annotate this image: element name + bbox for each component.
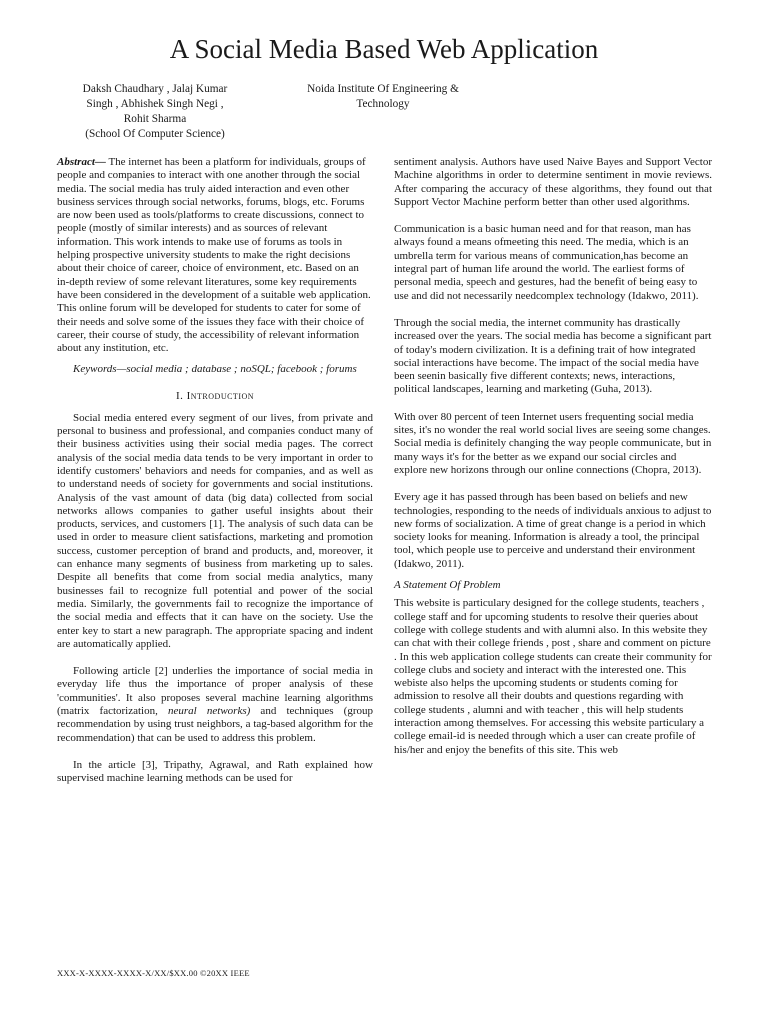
- body-paragraph: This website is particulary designed for the college students, teachers , college staff and for upcoming students to resolve their queries about college with college students and with alumni also. In this website they can chat with their college friends , post , share and comment on picture . In this web application college students can create their community for college clubs and society and interact with the interested one. This webiste also helps the upcoming students or students coming for admission to resolve all their doubts and questions regarding with college students , alumni and with teacher , this will help students interaction among themselves. For accessing this website particulary a college email-id is needed through which a user can create profile of his/her and enjoy the benefits of this site. This web: [394, 597, 712, 756]
- keywords: Keywords—social media ; database ; noSQL; facebook ; forums: [73, 363, 357, 376]
- intro-emphasis: neural networks): [168, 704, 251, 717]
- body-paragraph: Communication is a basic human need and for that reason, man has always found a means ofmeeting this need. The media, which is an umbrella term for various means of communication,has become an integral part of human life around the world. The earliest forms of personal media, speech and gestures, had the benefit of being easy to use and did not necessarily needcomplex technology (Idakwo, 2011).: [394, 223, 699, 302]
- paper-title: A Social Media Based Web Application: [169, 34, 599, 64]
- abstract-label: Abstract—: [57, 156, 106, 168]
- copyright-footer: XXX-X-XXXX-XXXX-X/XX/$XX.00 ©20XX IEEE: [57, 968, 250, 978]
- intro-text: and techniques (group recommendation by using trust neighbors, a tag-based algorithm for the recommendation) that can be used to address this problem.: [57, 704, 373, 744]
- author-line: (School Of Computer Science): [85, 128, 225, 140]
- intro-paragraph: [57, 665, 373, 745]
- body-paragraph: With over 80 percent of teen Internet users frequenting social media sites, it's no wonder the real world social lives are seeing some changes. Social media is definitely changing the way people communicate, but in many ways it's for the better as we expand our social circles and explore new horizons through our online connections (Chopra, 2013).: [394, 410, 712, 476]
- intro-paragraph: Social media entered every segment of our lives, from private and personal to business and professional, and companies conduct many of their business activities using their social media pages. The correct analysis of the social media data tends to be very important in order to identify customers' behaviors and needs for companies, and as well as to understand needs of society for governments and social institutions. Analysis of the vast amount of data (big data) collected from social networks allows companies to gather useful insights about their products, services, and customers [1]. The analysis of such data can be used in order to measure client satisfactions, marketing and promotion success, customer perception of brand and products, and, moreover, it can enhance many segments of business from marketing up to sales. Despite all benefits that come from social media analytics, many businesses fail to recognize full potential and power of the social media. Similarly, the governments fail to recognize the importance of the social media and effects that it can have on the society. Use the enter key to start a new paragraph. The appropriate spacing and indent are automatically applied.: [57, 411, 373, 650]
- body-paragraph: sentiment analysis. Authors have used Naive Bayes and Support Vector Machine algorithms in order to determine sentiment in movie reviews. After comparing the accuracy of these algorithms, they found out that Support Vector Machine perform better than other used algorithms.: [394, 156, 712, 208]
- abstract: [57, 156, 373, 355]
- abstract-text: The internet has been a platform for individuals, groups of people and companies to interact with one another through the social media. The social media has truly aided interaction and even other business services through social networks, forums, blogs, etc. Forums are now been used as tools/platforms to create discussions, connect to people (mostly of similar interests) and as sources of relevant information. This work intends to make use of forums as tools in helping prospective university students to make the right decisions about their choice of career, choice of environment, etc. Based on an in-depth review of some relevant literatures, some key requirements have been considered in the development of a suitable web application. This online forum will be developed for students to cater for some of their needs and solve some of the issues they face with their choice of career, their course of study, the accessibility of relevant information about any institution, etc.: [57, 156, 371, 355]
- institution-line: Technology: [356, 98, 410, 110]
- subsection-heading: A Statement Of Problem: [394, 579, 501, 592]
- body-paragraph: Through the social media, the internet community has drastically increased over the years. The social media has become a significant part of today's modern civilization. It is a defining trait of how integrated social interactions have become. The impact of the social media have been seenin basically five different contexts; news, interactions, political landscapes, learning and marketing (Guha, 2013).: [394, 316, 712, 396]
- author-line: Rohit Sharma: [123, 113, 187, 125]
- left-column: [57, 156, 373, 785]
- author-line: Daksh Chaudhary , Jalaj Kumar: [82, 83, 228, 95]
- body-paragraph: Every age it has passed through has been based on beliefs and new technologies, responding to the needs of individuals anxious to adjust to new forms of socialization. A time of great change is a period in which society looks for meaning. Information is already a tool, the principal tool, which people use to perceive and understand their environment (Idakwo, 2011).: [394, 491, 712, 570]
- intro-paragraph: In the article [3], Tripathy, Agrawal, and Rath explained how supervised machine learning methods can be used for: [57, 758, 373, 785]
- author-line: Singh , Abhishek Singh Negi ,: [86, 98, 224, 110]
- section-heading-introduction: I. Introduction: [175, 390, 255, 403]
- intro-text: Following article [2] underlies the importance of social media in everyday life thus the importance of proper analysis of these 'communities'. It also proposes several machine learning algorithms (matrix factorization,: [57, 665, 373, 717]
- author-block: [40, 82, 270, 142]
- institution-block: [268, 82, 498, 112]
- institution-line: Noida Institute Of Engineering &: [307, 83, 459, 95]
- right-column: [394, 156, 712, 757]
